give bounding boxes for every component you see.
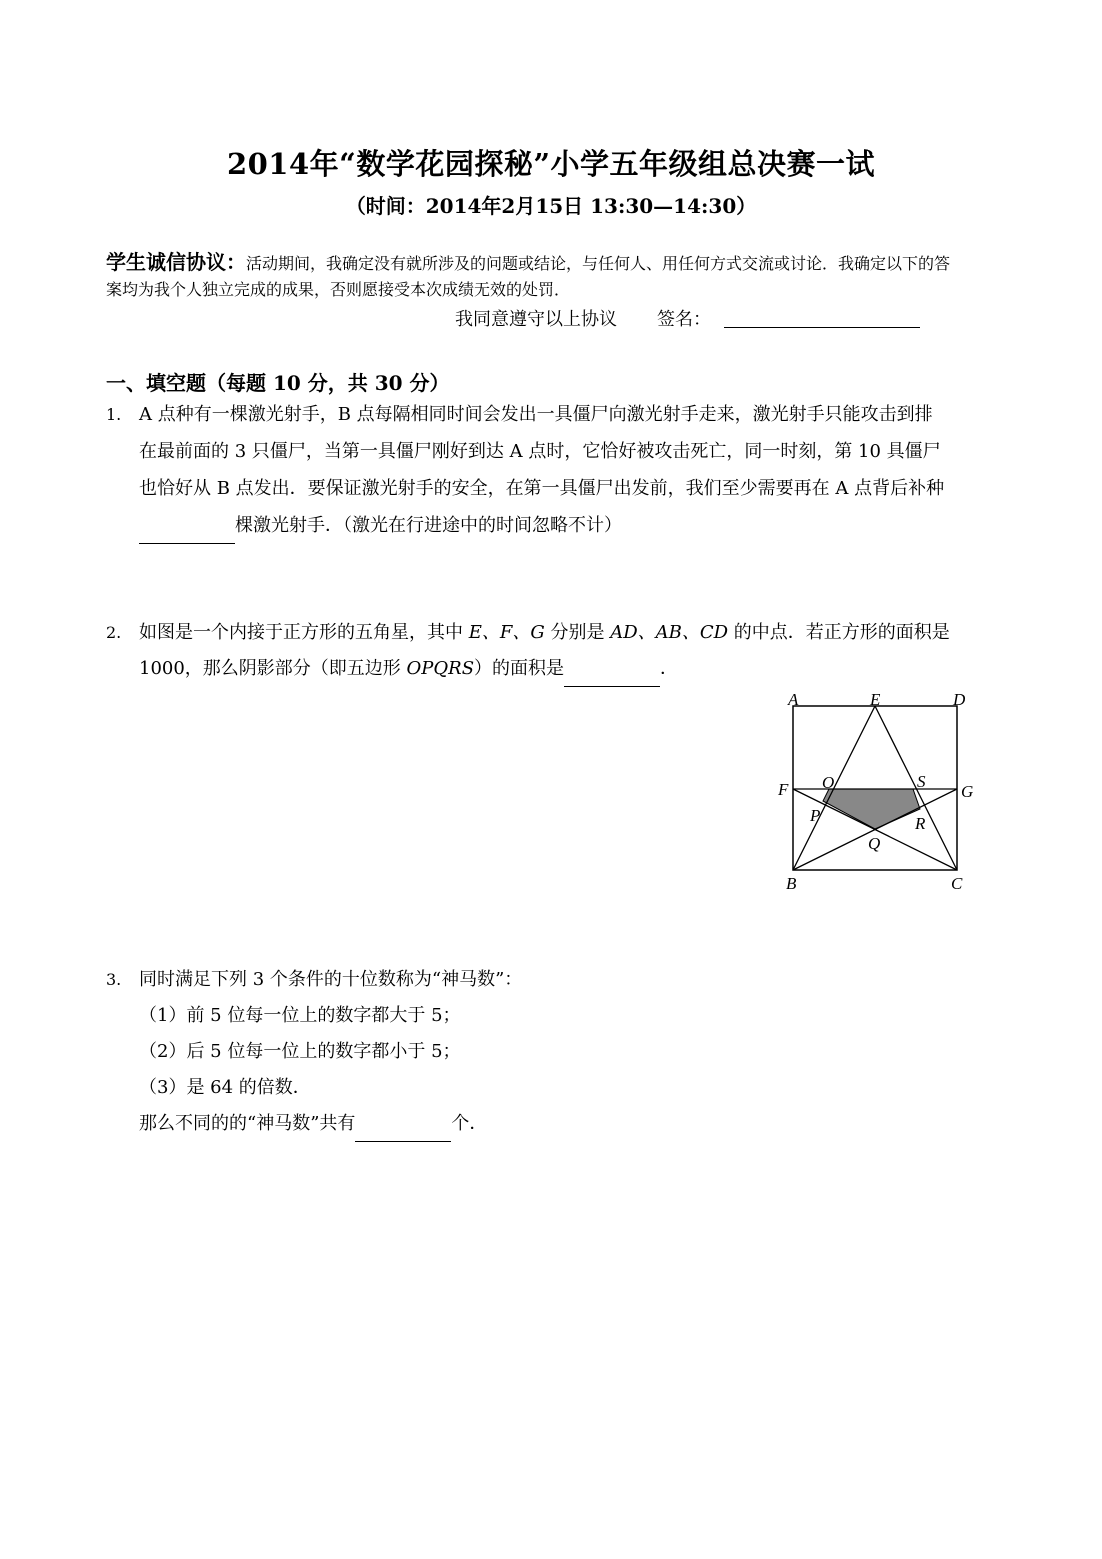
signature-line[interactable] [724,327,920,328]
label-E: E [870,690,881,709]
pledge-text-1: 活动期间，我确定没有就所涉及的问题或结论，与任何人、用任何方式交流或讨论．我确定以下的答 [246,254,951,273]
q1-line-3: 也恰好从 B 点发出．要保证激光射手的安全，在第一具僵尸出发前，我们至少需要再在 A 点背后补种 [139,478,945,499]
pledge-heading: 学生诚信协议： [106,250,246,274]
q2-text-b: 分别是 [544,622,611,643]
q3-ask [139,1106,487,1142]
q2-midpoints: E、F、G [468,622,545,643]
sign-label: 签名： [657,309,711,330]
shaded-pentagon [823,789,920,829]
label-D: D [953,690,966,709]
page-title: 2014年“数学花园探秘”小学五年级组总决赛一试 [226,147,876,181]
q3-condition-1: （1）前 5 位每一位上的数字都大于 5； [139,1005,461,1026]
q2-pentagon-name: OPQRS [406,658,475,679]
label-S: S [917,772,926,791]
q1-line-2: 在最前面的 3 只僵尸，当第一具僵尸刚好到达 A 点时，它恰好被攻击死亡，同一时刻，第 10 具僵尸 [139,441,941,462]
q3-number: 3. [106,970,122,989]
q3-answer-blank[interactable] [355,1119,451,1142]
exam-time: （时间：2014年2月15日 13:30—14:30） [345,194,757,218]
q3-intro: 同时满足下列 3 个条件的十位数称为“神马数”： [139,969,523,990]
q1-line-4 [139,508,622,544]
q1-line-1: A 点种有一棵激光射手，B 点每隔相同时间会发出一具僵尸向激光射手走来，激光射手只能攻击到排 [139,404,933,425]
q2-segments: AD、AB、CD [610,622,729,643]
q3-ask-text-a: 那么不同的的“神马数”共有 [139,1113,356,1134]
q2-text-a: 如图是一个内接于正方形的五角星，其中 [139,622,469,643]
q3-ask-text-b: 个． [451,1113,488,1134]
pentagram-figure [772,685,982,895]
q3-condition-2: （2）后 5 位每一位上的数字都小于 5； [139,1041,461,1062]
label-Q: Q [868,834,881,853]
q2-text-d: 1000，那么阴影部分（即五边形 [139,658,407,679]
q2-line-2 [139,651,678,687]
pledge-text-2: 案均为我个人独立完成的成果，否则愿接受本次成绩无效的处罚． [106,280,571,299]
q2-text-e: ）的面积是 [474,658,565,679]
label-G: G [961,782,974,801]
q2-number: 2. [106,623,122,642]
q2-line-1 [139,615,950,651]
line-EC [875,706,957,870]
label-A: A [788,690,799,709]
label-O: O [822,773,835,792]
q1-number: 1. [106,405,122,424]
label-C: C [951,874,963,893]
label-R: R [915,814,926,833]
label-F: F [778,780,789,799]
q2-text-f: ． [660,658,679,679]
section-heading: 一、填空题（每题 10 分，共 30 分） [106,371,450,395]
label-B: B [786,874,797,893]
q2-answer-blank[interactable] [564,664,660,687]
agree-text: 我同意遵守以上协议 [455,309,617,330]
q1-answer-blank[interactable] [139,521,235,544]
q3-condition-3: （3）是 64 的倍数． [139,1077,311,1098]
q2-text-c: 的中点．若正方形的面积是 [728,622,950,643]
q1-line-4-text: 棵激光射手．（激光在行进途中的时间忽略不计） [235,515,622,536]
pledge-agree [455,305,711,331]
label-P: P [810,806,821,825]
